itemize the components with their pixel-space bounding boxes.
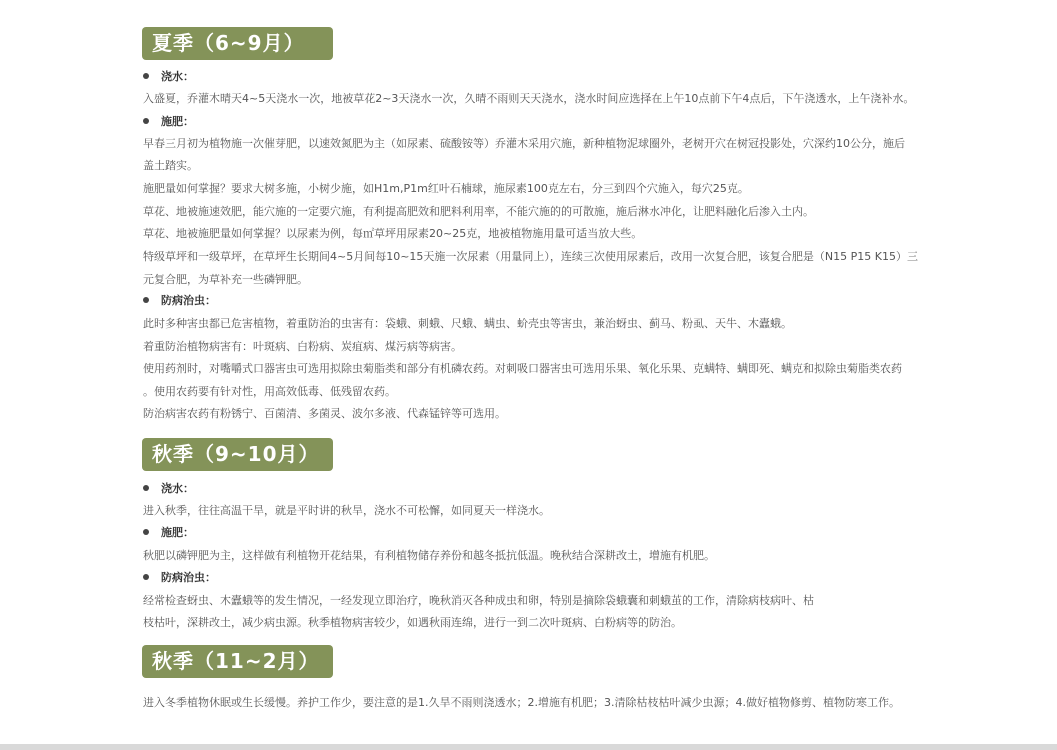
bullet-icon — [143, 485, 149, 491]
paragraph-line: 进入冬季植物休眠或生长缓慢。养护工作少，要注意的是1.久旱不雨则浇透水；2.增施有机肥；3.清除枯枝枯叶减少虫源；4.做好植物修剪、植物防寒工作。 — [143, 696, 900, 709]
bullet-icon — [143, 73, 149, 79]
paragraph-line: 着重防治植物病害有：叶斑病、白粉病、炭疽病、煤污病等病害。 — [143, 340, 462, 353]
paragraph-line: 此时多种害虫都已危害植物，着重防治的虫害有：袋蛾、刺蛾、尺蛾、螨虫、蚧壳虫等害虫，兼治蚜虫、蓟马、粉虱、天牛、木蠹蛾。 — [143, 317, 792, 330]
paragraph-line: 施肥量如何掌握？要求大树多施，小树少施，如H1m,P1m红叶石楠球，施尿素100克左右，分三到四个穴施入，每穴25克。 — [143, 182, 749, 195]
paragraph-line: 元复合肥，为草补充一些磷钾肥。 — [143, 273, 308, 286]
bullet-heading-watering — [143, 69, 194, 85]
paragraph-line: 使用药剂时，对嘴嚼式口器害虫可选用拟除虫菊脂类和部分有机磷农药。对刺吸口器害虫可选用乐果、氧化乐果、克螨特、螨即死、螨克和拟除虫菊脂类农药 — [143, 362, 902, 375]
page-bottom-border — [0, 744, 1057, 750]
paragraph-line: 。使用农药要有针对性，用高效低毒、低残留农药。 — [143, 385, 396, 398]
label: 施肥： — [161, 115, 194, 128]
label: 浇水： — [161, 70, 194, 83]
bullet-icon — [143, 297, 149, 303]
paragraph-line: 早春三月初为植物施一次催芽肥，以速效氮肥为主（如尿素、硫酸铵等）乔灌木采用穴施，新种植物泥球圈外，老树开穴在树冠投影处，穴深约10公分，施后 — [143, 137, 905, 150]
paragraph-line: 入盛夏，乔灌木晴天4~5天浇水一次，地被草花2~3天浇水一次，久晴不雨则天天浇水，浇水时间应选择在上午10点前下午4点后，下午浇透水，上午浇补水。 — [143, 92, 915, 105]
section-header-winter: 秋季（11~2月） — [142, 645, 333, 678]
bullet-icon — [143, 529, 149, 535]
bullet-heading-fertilizing — [143, 114, 194, 130]
label: 防病治虫： — [161, 294, 216, 307]
label: 浇水： — [161, 482, 194, 495]
bullet-heading-fertilizing — [143, 525, 194, 541]
section-header-autumn: 秋季（9~10月） — [142, 438, 333, 471]
bullet-heading-watering — [143, 481, 194, 497]
paragraph-line: 草花、地被施肥量如何掌握？以尿素为例，每㎡草坪用尿素20~25克，地被植物施用量可适当放大些。 — [143, 227, 643, 240]
paragraph-line: 草花、地被施速效肥，能穴施的一定要穴施，有利提高肥效和肥料利用率，不能穴施的的可散施，施后淋水冲化，让肥料融化后渗入土内。 — [143, 205, 814, 218]
bullet-heading-pest-control — [143, 293, 216, 309]
bullet-icon — [143, 574, 149, 580]
label: 防病治虫： — [161, 571, 216, 584]
paragraph-line: 秋肥以磷钾肥为主，这样做有利植物开花结果，有利植物储存养份和越冬抵抗低温。晚秋结合深耕改土，增施有机肥。 — [143, 549, 715, 562]
paragraph-line: 特级草坪和一级草坪，在草坪生长期间4~5月间每10~15天施一次尿素（用量同上），连续三次使用尿素后，改用一次复合肥，该复合肥是（N15 P15 K15）三 — [143, 250, 918, 263]
paragraph-line: 经常检查蚜虫、木蠹蛾等的发生情况，一经发现立即治疗，晚秋消灭各种成虫和卵，特别是摘除袋蛾囊和刺蛾茧的工作，清除病枝病叶、枯 — [143, 594, 814, 607]
paragraph-line: 进入秋季，往往高温干旱，就是平时讲的秋旱，浇水不可松懈，如同夏天一样浇水。 — [143, 504, 550, 517]
paragraph-line: 枝枯叶，深耕改土，减少病虫源。秋季植物病害较少，如遇秋雨连绵，进行一到二次叶斑病、白粉病等的防治。 — [143, 616, 682, 629]
paragraph-line: 防治病害农药有粉锈宁、百菌清、多菌灵、波尔多液、代森锰锌等可选用。 — [143, 407, 506, 420]
paragraph-line: 盖土踏实。 — [143, 159, 198, 172]
section-header-summer: 夏季（6~9月） — [142, 27, 333, 60]
bullet-heading-pest-control — [143, 570, 216, 586]
label: 施肥： — [161, 526, 194, 539]
bullet-icon — [143, 118, 149, 124]
